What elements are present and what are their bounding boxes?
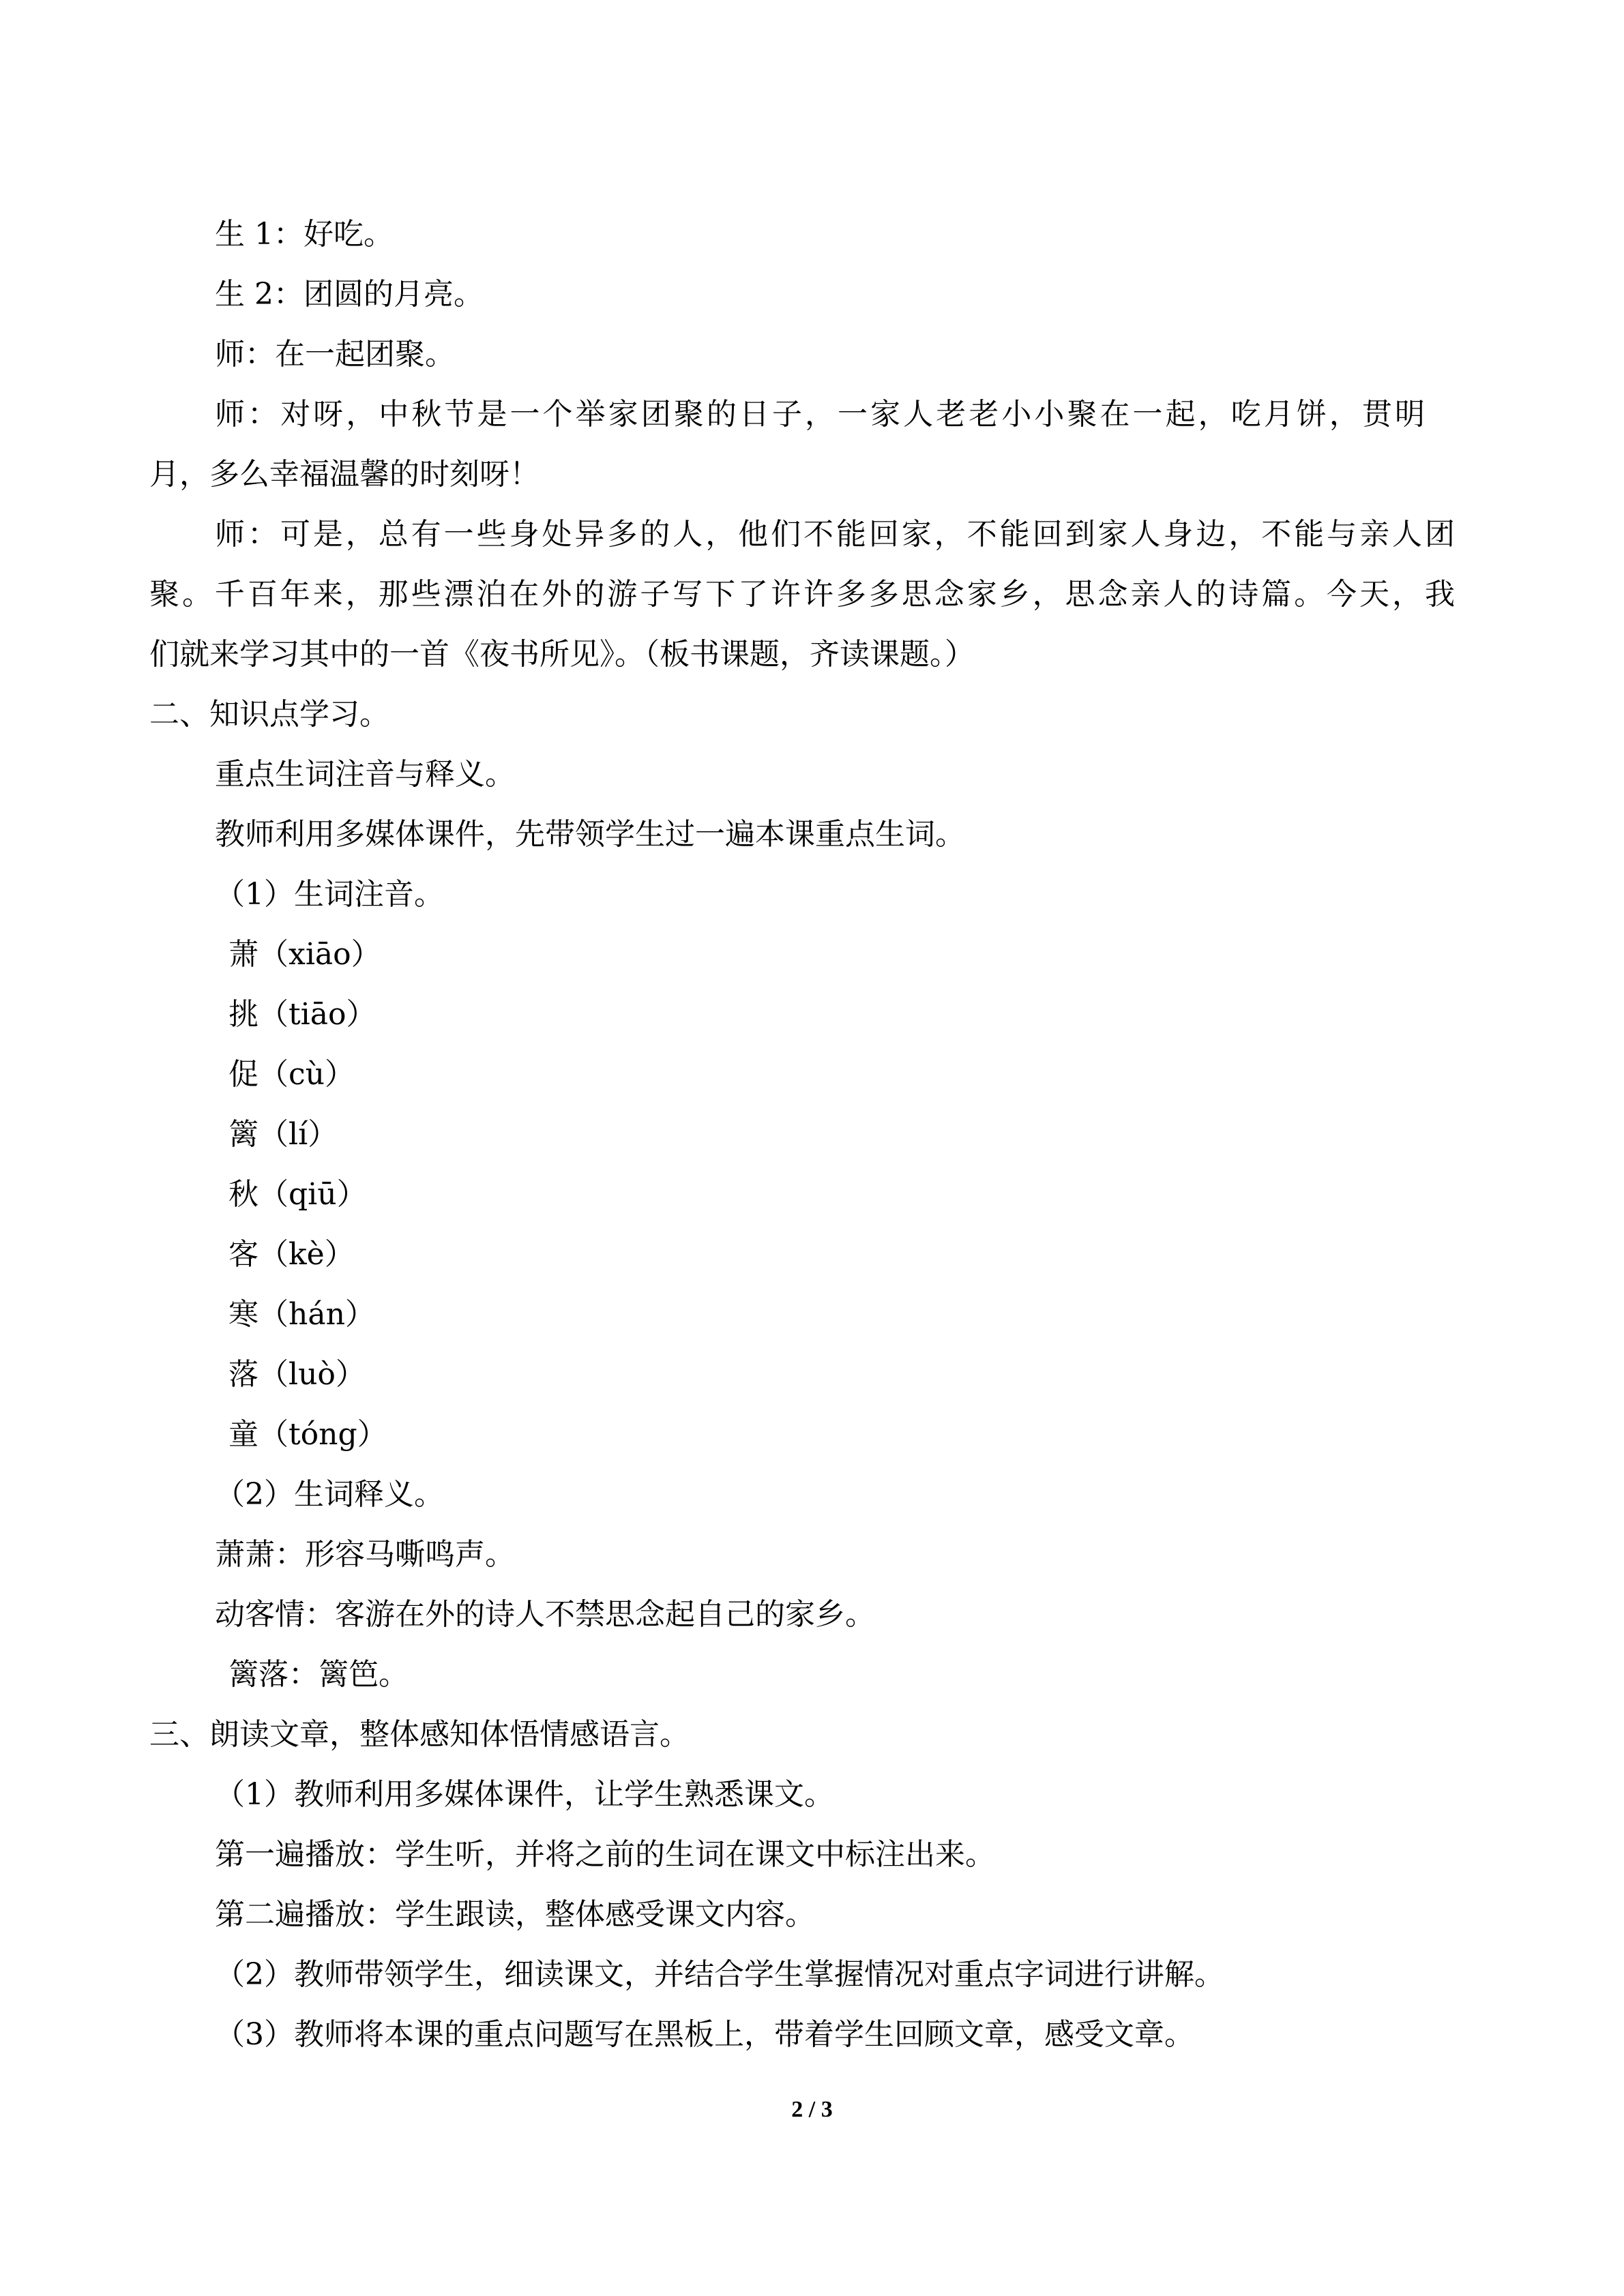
vocab-pinyin-item: 萧（xiāo） <box>228 937 381 972</box>
vocab-pinyin-item: 篱（lí） <box>228 1117 338 1152</box>
paragraph-line: 第一遍播放：学生听，并将之前的生词在课文中标注出来。 <box>215 1837 995 1872</box>
sub-heading: （2）生词释义。 <box>215 1477 444 1512</box>
dialogue-line: 生 1：好吃。 <box>215 217 394 252</box>
paragraph-line: 月，多么幸福温馨的时刻呀！ <box>149 457 540 492</box>
vocab-pinyin-item: 客（kè） <box>228 1237 355 1272</box>
page-number: 2 / 3 <box>791 2097 833 2122</box>
paragraph-line: 师：可是，总有一些身处异多的人，他们不能回家，不能回到家人身边，不能与亲人团 <box>215 517 1455 552</box>
vocab-pinyin-item: 促（cù） <box>228 1057 355 1092</box>
paragraph-line: 师：对呀，中秋节是一个举家团聚的日子，一家人老老小小聚在一起，吃月饼，贯明 <box>215 397 1425 432</box>
vocab-pinyin-item: 童（tóng） <box>228 1417 387 1452</box>
paragraph-line: 们就来学习其中的一首《夜书所见》。（板书课题，齐读课题。） <box>149 637 975 672</box>
vocab-definition: 篱落：篱笆。 <box>228 1657 409 1692</box>
paragraph-line: 重点生词注音与释义。 <box>215 757 515 792</box>
paragraph-line: （1）教师利用多媒体课件，让学生熟悉课文。 <box>215 1777 834 1812</box>
vocab-definition: 动客情：客游在外的诗人不禁思念起自己的家乡。 <box>215 1597 875 1632</box>
section-heading: 二、知识点学习。 <box>149 697 389 732</box>
vocab-pinyin-item: 挑（tiāo） <box>228 997 377 1032</box>
paragraph-line: （2）教师带领学生，细读课文，并结合学生掌握情况对重点字词进行讲解。 <box>215 1957 1224 1992</box>
vocab-definition: 萧萧：形容马嘶鸣声。 <box>215 1537 515 1572</box>
sub-heading: （1）生词注音。 <box>215 877 444 912</box>
dialogue-line: 师：在一起团聚。 <box>215 337 455 372</box>
paragraph-line: （3）教师将本课的重点问题写在黑板上，带着学生回顾文章，感受文章。 <box>215 2017 1194 2052</box>
paragraph-line: 教师利用多媒体课件，先带领学生过一遍本课重点生词。 <box>215 817 965 852</box>
vocab-pinyin-item: 落（luò） <box>228 1357 366 1392</box>
paragraph-line: 第二遍播放：学生跟读，整体感受课文内容。 <box>215 1897 815 1932</box>
vocab-pinyin-item: 寒（hán） <box>228 1297 375 1332</box>
paragraph-line: 聚。千百年来，那些漂泊在外的游子写下了许许多多思念家乡，思念亲人的诗篇。今天，我 <box>149 577 1455 612</box>
dialogue-line: 生 2：团圆的月亮。 <box>215 277 484 312</box>
vocab-pinyin-item: 秋（qiū） <box>228 1177 367 1212</box>
section-heading: 三、朗读文章，整体感知体悟情感语言。 <box>149 1717 690 1752</box>
